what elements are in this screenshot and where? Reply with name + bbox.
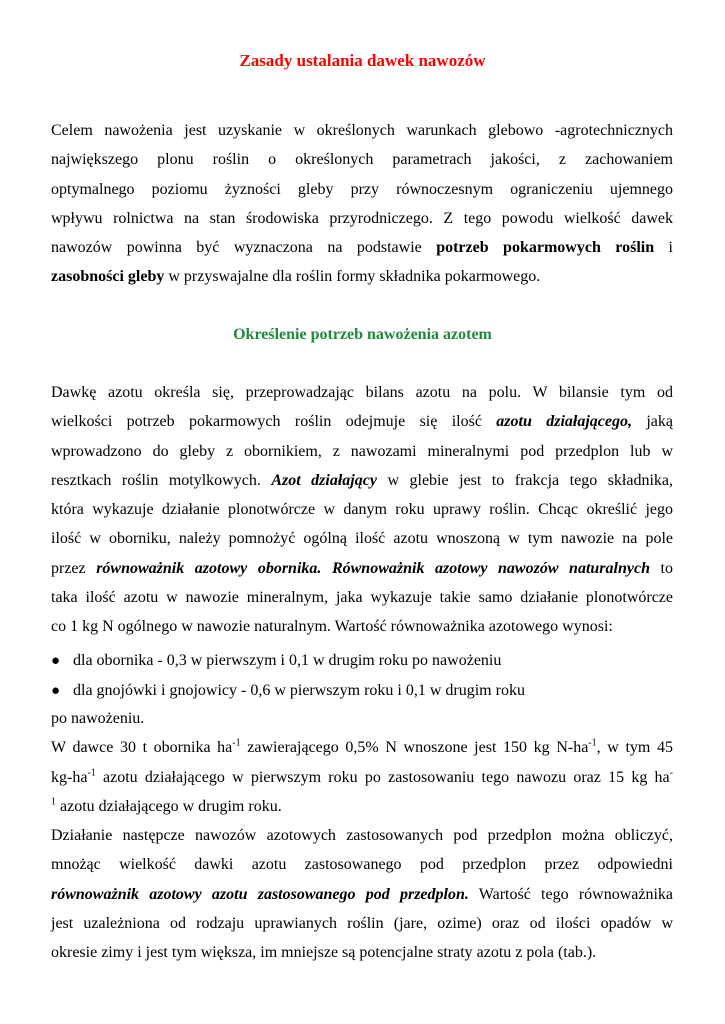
text-run: nawozów powinna być wyznaczona na podstawie bbox=[51, 239, 437, 257]
text-run: wielkości potrzeb pokarmowych roślin odejmuje się ilość bbox=[51, 413, 497, 431]
intro-line bbox=[51, 262, 673, 291]
final-line: okresie zimy i jest tym większa, im mniejsze są potencjalne straty azotu z pola (tab.). bbox=[51, 944, 597, 962]
text-run: to bbox=[649, 559, 673, 577]
body-line bbox=[51, 466, 673, 495]
body-line bbox=[51, 554, 673, 583]
bold-italic-term: równoważnik azotowy azotu zastosowanego pod przedplon. bbox=[51, 885, 469, 903]
text-run: kg-ha bbox=[51, 768, 88, 786]
intro-line: wpływu rolnictwa na stan środowiska przyrodniczego. Z tego powodu wielkość dawek bbox=[51, 209, 673, 227]
final-line: Działanie następcze nawozów azotowych zastosowanych pod przedplon można obliczyć, bbox=[51, 827, 673, 844]
intro-line: Celem nawożenia jest uzyskanie w określonych warunkach glebowo -agrotechnicznych bbox=[51, 122, 673, 139]
bullet-item bbox=[51, 676, 673, 706]
text-run: jaką bbox=[632, 413, 674, 431]
text-run: w przyswajalne dla roślin formy składnika pokarmowego. bbox=[164, 268, 541, 286]
body-paragraph bbox=[51, 378, 673, 642]
text-run: azotu działającego w pierwszym roku po zastosowaniu tego nawozu oraz 15 kg ha bbox=[95, 768, 670, 786]
intro-line: optymalnego poziomu żyzności gleby przy równoczesnym ograniczeniu ujemnego bbox=[51, 180, 673, 198]
dose-line: po nawożeniu. bbox=[51, 710, 145, 727]
document-title: Zasady ustalania dawek nawozów bbox=[239, 51, 486, 70]
final-line: jest uzależniona od rodzaju uprawianych roślin (jare, ozime) oraz od ilości opadów w bbox=[51, 914, 673, 932]
text-run: W dawce 30 t obornika ha bbox=[51, 739, 233, 757]
superscript: -1 bbox=[588, 737, 597, 749]
dose-paragraph bbox=[51, 704, 673, 821]
bullet-text: dla obornika - 0,3 w pierwszym i 0,1 w drugim roku po nawożeniu bbox=[73, 652, 502, 669]
intro-paragraph bbox=[51, 116, 673, 292]
final-paragraph bbox=[51, 821, 673, 967]
superscript: - bbox=[669, 767, 673, 779]
body-line: taka ilość azotu w nawozie mineralnym, jaka wykazuje takie samo działanie plonotwórcze bbox=[51, 589, 673, 607]
final-line bbox=[51, 880, 673, 909]
text-run: w glebie jest to frakcja tego składnika, bbox=[376, 471, 674, 489]
bold-term: zasobności gleby bbox=[51, 268, 165, 286]
body-line: która wykazuje działanie plonotwórcze w danym roku uprawy roślin. Chcąc określić jego bbox=[51, 501, 673, 519]
text-run: i bbox=[654, 239, 673, 257]
body-line: wprowadzono do gleby z obornikiem, z nawozami mineralnymi pod przedplon lub w bbox=[51, 442, 673, 460]
dose-line bbox=[51, 763, 673, 792]
bullet-icon: ● bbox=[51, 653, 61, 669]
bullet-item bbox=[51, 646, 673, 676]
superscript: -1 bbox=[87, 767, 96, 779]
body-line bbox=[51, 407, 673, 436]
bullet-text: dla gnojówki i gnojowicy - 0,6 w pierwszym roku i 0,1 w drugim roku bbox=[73, 682, 525, 699]
final-line: mnożąc wielkość dawki azotu zastosowanego pod przedplon przez odpowiedni bbox=[51, 856, 673, 874]
dose-line bbox=[51, 792, 673, 821]
text-run: , w tym 45 bbox=[596, 739, 673, 757]
body-line: Dawkę azotu określa się, przeprowadzając bilans azotu na polu. W bilansie tym od bbox=[51, 384, 673, 401]
bold-term: potrzeb pokarmowych roślin bbox=[436, 239, 655, 257]
section-title: Określenie potrzeb nawożenia azotem bbox=[233, 326, 492, 343]
superscript: 1 bbox=[51, 796, 56, 808]
text-run: resztkach roślin motylkowych. bbox=[51, 471, 272, 489]
bold-italic-term: azotu działającego, bbox=[496, 413, 632, 431]
text-run: zawierającego 0,5% N wnoszone jest 150 kg N-ha bbox=[240, 739, 589, 757]
text-run: azotu działającego w drugim roku. bbox=[56, 797, 282, 815]
dose-line bbox=[51, 733, 673, 762]
body-line: ilość w oborniku, należy pomnożyć ogólną ilość azotu wnoszoną w tym nawozie na pole bbox=[51, 530, 673, 548]
intro-line: największego plonu roślin o określonych parametrach jakości, z zachowaniem bbox=[51, 151, 673, 169]
bold-italic-term: Azot działający bbox=[271, 471, 377, 489]
intro-line bbox=[51, 233, 673, 262]
bullet-icon: ● bbox=[51, 683, 61, 699]
text-run: Wartość tego równoważnika bbox=[468, 885, 674, 903]
bold-italic-term: równoważnik azotowy obornika. Równoważnik azotowy nawozów naturalnych bbox=[96, 559, 650, 577]
body-line: co 1 kg N ogólnego w nawozie naturalnym. Wartość równoważnika azotowego wynosi: bbox=[51, 618, 613, 636]
superscript: -1 bbox=[232, 737, 241, 749]
text-run: przez bbox=[51, 559, 97, 577]
